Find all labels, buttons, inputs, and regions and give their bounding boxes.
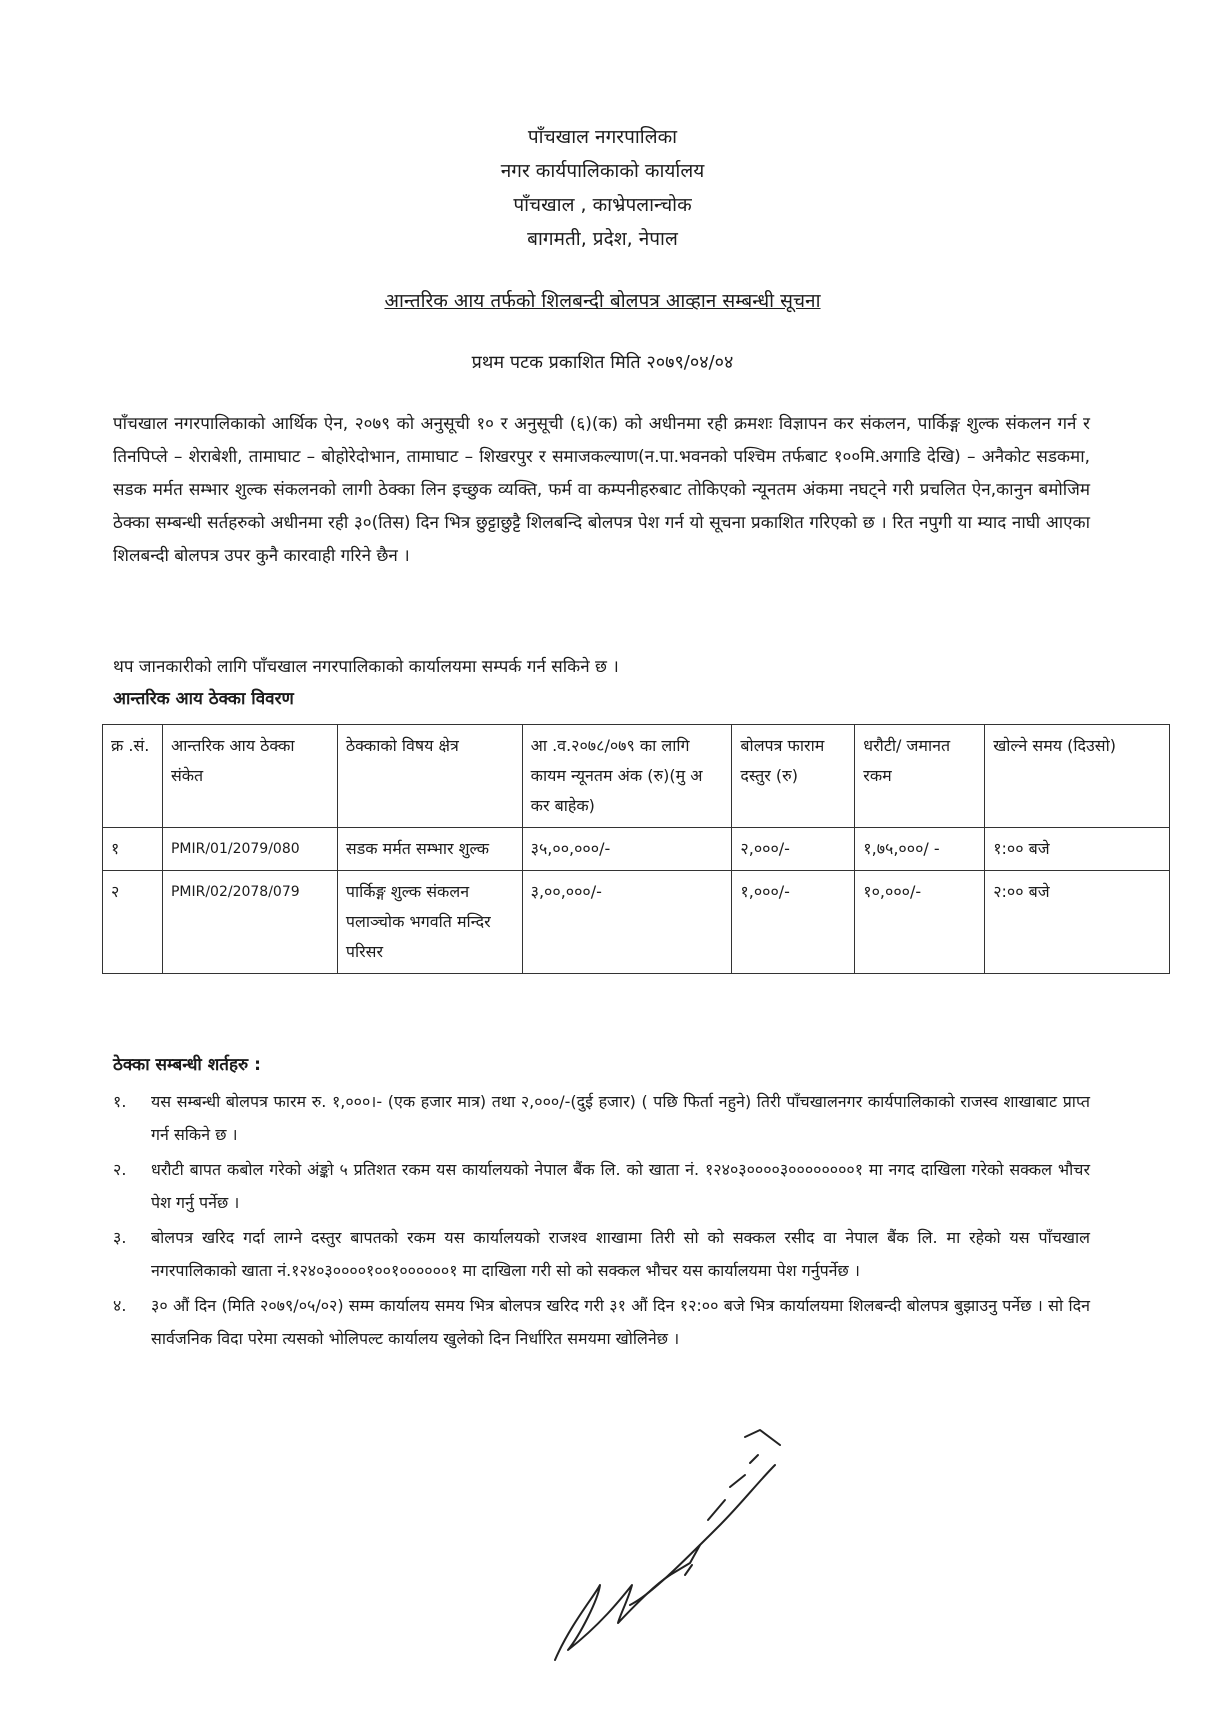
office-header xyxy=(0,120,1205,256)
cell-deposit: १०,०००/- xyxy=(855,871,985,974)
cell-deposit: १,७५,०००/ - xyxy=(855,828,985,871)
cell-serial: २ xyxy=(103,871,163,974)
header-form-fee: बोलपत्र फाराम दस्तुर (रु) xyxy=(732,725,855,828)
notice-title-wrapper xyxy=(0,287,1205,313)
condition-text: यस सम्बन्धी बोलपत्र फारम रु. १,०००।- (एक हजार मात्र) तथा २,०००/-(दुई हजार) ( पछि फिर्ता नहुने) तिरी पाँचखालनगर कार्यपालिकाको राजस्व शाखाबाट प्राप्त गर्न सकिने छ । xyxy=(151,1092,1090,1144)
condition-number: ४. xyxy=(113,1296,127,1315)
cell-subject: सडक मर्मत सम्भार शुल्क xyxy=(337,828,522,871)
office-name: नगर कार्यपालिकाको कार्यालय xyxy=(500,160,705,182)
office-location: पाँचखाल , काभ्रेपलान्चोक xyxy=(513,194,692,216)
notice-title: आन्तरिक आय तर्फको शिलबन्दी बोलपत्र आव्हान सम्बन्धी सूचना xyxy=(384,290,821,312)
condition-number: २. xyxy=(113,1160,127,1179)
municipality-name: पाँचखाल नगरपालिका xyxy=(527,126,678,148)
table-header-row xyxy=(103,725,1170,828)
cell-serial: १ xyxy=(103,828,163,871)
cell-subject: पार्किङ्ग शुल्क संकलन पलाञ्चोक भगवति मन्दिर परिसर xyxy=(337,871,522,974)
condition-number: १. xyxy=(113,1092,127,1111)
condition-item xyxy=(113,1221,1090,1287)
province-country: बागमती, प्रदेश, नेपाल xyxy=(527,228,678,250)
cell-code: PMIR/01/2079/080 xyxy=(162,828,337,871)
condition-item xyxy=(113,1153,1090,1219)
cell-form-fee: १,०००/- xyxy=(732,871,855,974)
condition-item xyxy=(113,1085,1090,1151)
table-row xyxy=(103,828,1170,871)
conditions-list xyxy=(113,1085,1090,1357)
cell-code: PMIR/02/2078/079 xyxy=(162,871,337,974)
condition-number: ३. xyxy=(113,1228,127,1247)
header-serial: क्र .सं. xyxy=(103,725,163,828)
condition-item xyxy=(113,1289,1090,1355)
cell-opening-time: २:०० बजे xyxy=(985,871,1170,974)
published-date: प्रथम पटक प्रकाशित मिति २०७९/०४/०४ xyxy=(471,352,734,373)
table-heading: आन्तरिक आय ठेक्का विवरण xyxy=(113,689,294,709)
contract-table xyxy=(102,724,1170,974)
conditions-title: ठेक्का सम्बन्धी शर्तहरु : xyxy=(113,1055,261,1075)
header-subject: ठेक्काको विषय क्षेत्र xyxy=(337,725,522,828)
condition-text: धरौटी बापत कबोल गरेको अंङ्को ५ प्रतिशत रकम यस कार्यालयको नेपाल बैंक लि. को खाता नं. १२४०३००००३००००००००१ मा नगद दाखिला गरेको सक्कल भौचर पेश गर्नु पर्नेछ । xyxy=(151,1160,1090,1212)
header-deposit: धरौटी/ जमानत रकम xyxy=(855,725,985,828)
condition-text: ३० औं दिन (मिति २०७९/०५/०२) सम्म कार्यालय समय भित्र बोलपत्र खरिद गरी ३१ औं दिन १२:०० बजे भित्र कार्यालयमा शिलबन्दी बोलपत्र बुझाउनु पर्नेछ । सो दिन सार्वजनिक विदा परेमा त्यसको भोलिपल्ट कार्यालय खुलेको दिन निर्धारित समयमा खोलिनेछ । xyxy=(151,1296,1090,1348)
header-opening-time: खोल्ने समय (दिउसो) xyxy=(985,725,1170,828)
cell-form-fee: २,०००/- xyxy=(732,828,855,871)
header-minimum-amount: आ .व.२०७८/०७९ का लागि कायम न्यूनतम अंक (रु)(मु अ कर बाहेक) xyxy=(522,725,732,828)
condition-text: बोलपत्र खरिद गर्दा लाग्ने दस्तुर बापतको रकम यस कार्यालयको राजश्व शाखामा तिरी सो को सक्कल रसीद वा नेपाल बैंक लि. मा रहेको यस पाँचखाल नगरपालिकाको खाता नं.१२४०३००००१००१००००००१ मा दाखिला गरी सो को सक्कल भौचर यस कार्यालयमा पेश गर्नुपर्नेछ । xyxy=(151,1228,1090,1280)
contact-line: थप जानकारीको लागि पाँचखाल नगरपालिकाको कार्यालयमा सम्पर्क गर्न सकिने छ । xyxy=(113,657,619,677)
table-row xyxy=(103,871,1170,974)
cell-minimum-amount: ३,००,०००/- xyxy=(522,871,732,974)
cell-minimum-amount: ३५,००,०००/- xyxy=(522,828,732,871)
header-code: आन्तरिक आय ठेक्का संकेत xyxy=(162,725,337,828)
handwritten-signature xyxy=(540,1425,830,1665)
body-paragraph: पाँचखाल नगरपालिकाको आर्थिक ऐन, २०७९ को अनुसूची १० र अनुसूची (६)(क) को अधीनमा रही क्रमशः विज्ञापन कर संकलन, पार्किङ्ग शुल्क संकलन गर्न र तिनपिप्ले – शेराबेशी, तामाघाट – बोहोरेदोभान, तामाघाट – शिखरपुर र समाजकल्याण(न.पा.भवनको पश्चिम तर्फबाट १००मि.अगाडि देखि) – अनैकोट सडकमा, सडक मर्मत सम्भार शुल्क संकलनको लागी ठेक्का लिन इच्छुक व्यक्ति, फर्म वा कम्पनीहरुबाट तोकिएको न्यूनतम अंकमा नघट्ने गरी प्रचलित ऐन,कानुन बमोजिम ठेक्का सम्बन्धी सर्तहरुको अधीनमा रही ३०(तिस) दिन भित्र छुट्टाछुट्टै शिलबन्दि बोलपत्र पेश गर्न यो सूचना प्रकाशित गरिएको छ । रित नपुगी या म्याद नाघी आएका शिलबन्दी बोलपत्र उपर कुनै कारवाही गरिने छैन । xyxy=(113,414,1090,566)
cell-opening-time: १:०० बजे xyxy=(985,828,1170,871)
